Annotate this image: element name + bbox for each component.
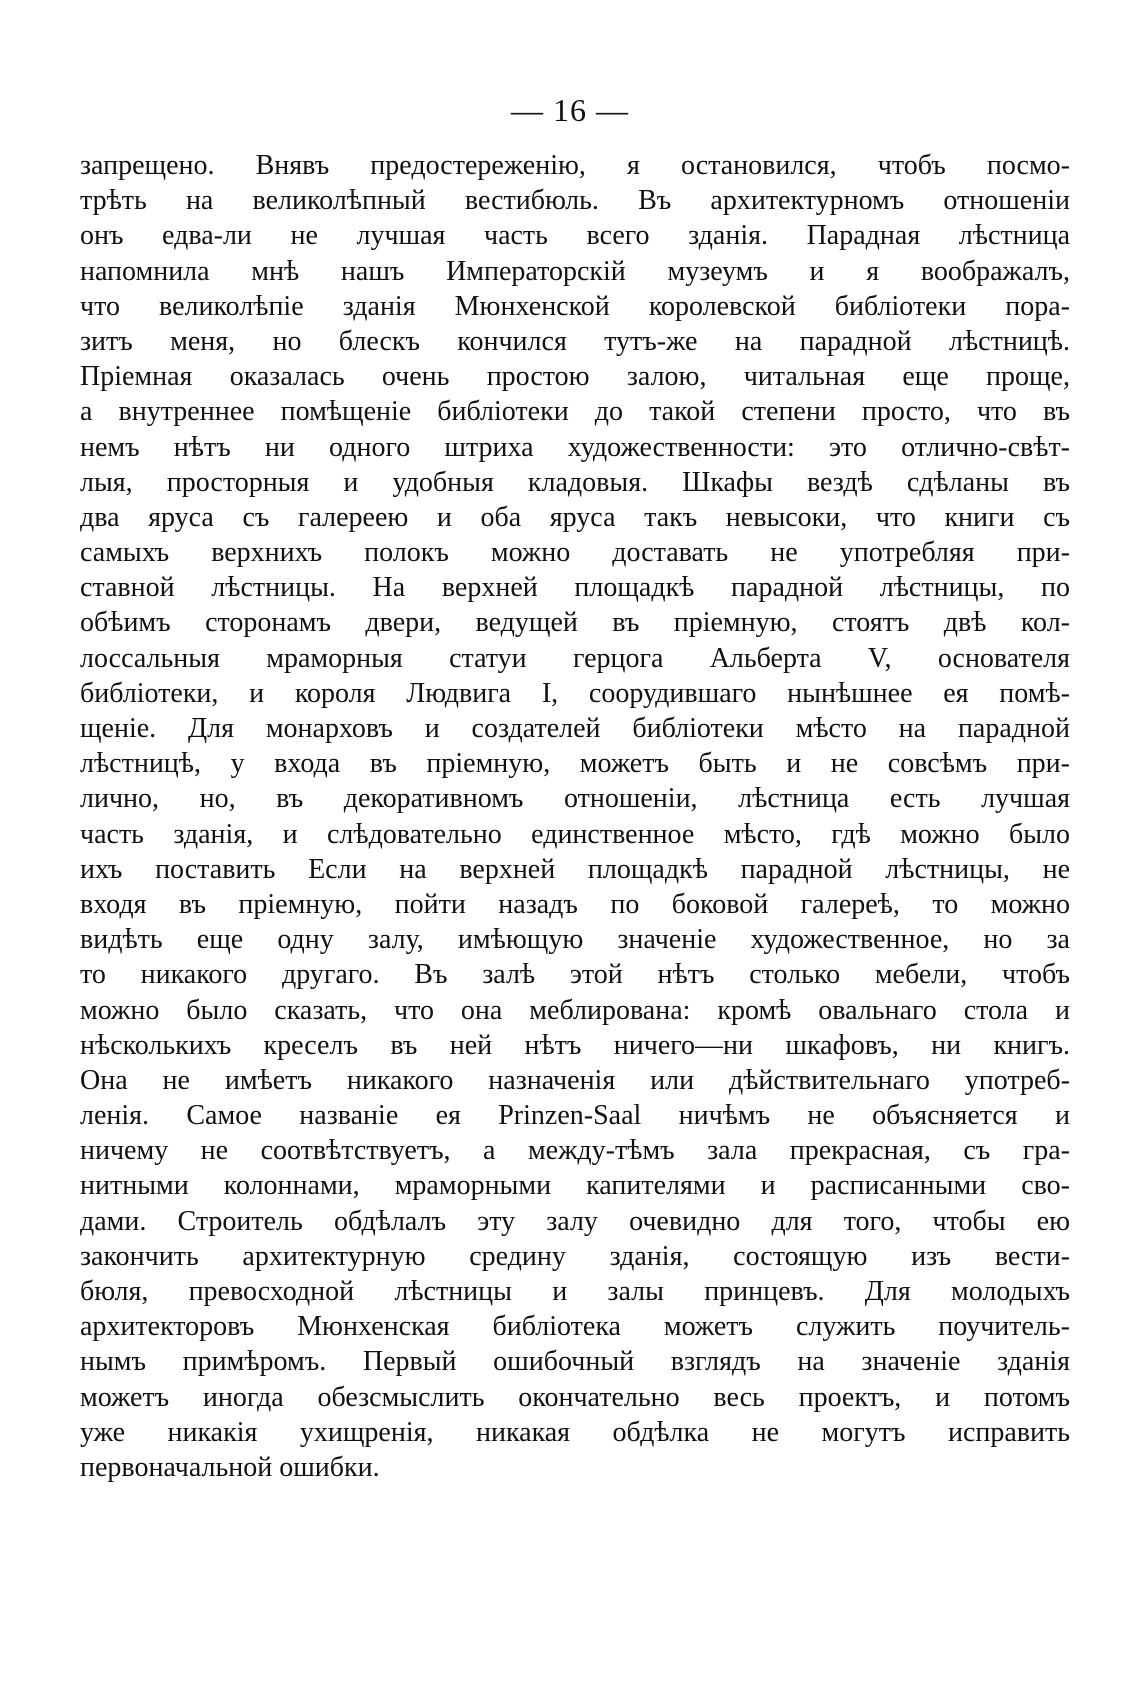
- text-line: можетъ иногда обезсмыслить окончательно весь проектъ, и потомъ: [80, 1381, 1070, 1413]
- text-line: бюля, превосходной лѣстницы и залы принцевъ. Для молодыхъ: [80, 1276, 1070, 1307]
- text-line: нитными колоннами, мраморными капителями и расписанными сво-: [80, 1170, 1070, 1202]
- text-line: нымъ примѣромъ. Первый ошибочный взглядъ на значеніе зданія: [80, 1346, 1070, 1378]
- text-line: можно было сказать, что она меблирована: кромѣ овальнаго стола и: [80, 994, 1070, 1026]
- text-line: дами. Строитель обдѣлалъ эту залу очевидно для того, чтобы ею: [80, 1205, 1070, 1237]
- text-line: нѣсколькихъ креселъ въ ней нѣтъ ничего—ни шкафовъ, ни книгъ.: [80, 1029, 1070, 1061]
- text-line: лыя, просторныя и удобныя кладовыя. Шкафы вездѣ сдѣланы въ: [80, 466, 1070, 498]
- page-number: — 16 —: [511, 92, 629, 128]
- text-line: Она не имѣетъ никакого назначенія или дѣйствительнаго употреб-: [80, 1064, 1070, 1096]
- text-line: ставной лѣстницы. На верхней площадкѣ парадной лѣстницы, по: [80, 572, 1070, 604]
- text-line: то никакого другаго. Въ залѣ этой нѣтъ столько мебели, чтобъ: [80, 959, 1070, 991]
- text-line: онъ едва-ли не лучшая часть всего зданія. Парадная лѣстница: [80, 220, 1070, 252]
- text-line: напомнила мнѣ нашъ Императорскій музеумъ и я воображалъ,: [80, 255, 1070, 287]
- text-line: входя въ пріемную, пойти назадъ по боковой галереѣ, то можно: [80, 888, 1070, 920]
- text-line: что великолѣпіе зданія Мюнхенской королевской библіотеки пора-: [80, 290, 1070, 322]
- text-line: часть зданія, и слѣдовательно единственное мѣсто, гдѣ можно было: [80, 818, 1070, 850]
- text-line: щеніе. Для монарховъ и создателей библіотеки мѣсто на парадной: [80, 713, 1070, 744]
- body-text: [80, 148, 1070, 1485]
- text-line: лоссальныя мраморныя статуи герцога Альберта V, основателя: [80, 642, 1070, 674]
- text-line: лѣстницѣ, у входа въ пріемную, можетъ быть и не совсѣмъ при-: [80, 748, 1070, 780]
- text-line: библіотеки, и короля Людвига I, соорудившаго нынѣшнее ея помѣ-: [80, 677, 1070, 709]
- text-line: самыхъ верхнихъ полокъ можно доставать не употребляя при-: [80, 537, 1070, 569]
- text-line: ленія. Самое названіе ея Prinzen-Saal ничѣмъ не объясняется и: [80, 1100, 1070, 1132]
- text-line: трѣть на великолѣпный вестибюль. Въ архитектурномъ отношеніи: [80, 185, 1070, 217]
- text-line: лично, но, въ декоративномъ отношеніи, лѣстница есть лучшая: [80, 783, 1070, 815]
- text-line: зитъ меня, но блескъ кончился тутъ-же на парадной лѣстницѣ.: [80, 325, 1070, 357]
- text-line: ничему не соотвѣтствуетъ, а между-тѣмъ зала прекрасная, съ гра-: [80, 1135, 1070, 1167]
- text-line: немъ нѣтъ ни одного штриха художественности: это отлично-свѣт-: [80, 431, 1070, 463]
- text-line: закончить архитектурную средину зданія, состоящую изъ вести-: [80, 1240, 1070, 1272]
- text-line: два яруса съ галереею и оба яруса такъ невысоки, что книги съ: [80, 501, 1070, 533]
- text-line: запрещено. Внявъ предостереженію, я остановился, чтобъ посмо-: [80, 150, 1070, 181]
- text-line: Пріемная оказалась очень простою залою, читальная еще проще,: [80, 361, 1070, 393]
- text-line: уже никакія ухищренія, никакая обдѣлка не могутъ исправить: [80, 1416, 1070, 1448]
- text-line: ихъ поставить Если на верхней площадкѣ парадной лѣстницы, не: [80, 853, 1070, 885]
- text-line: первоначальной ошибки.: [80, 1451, 380, 1483]
- text-line: а внутреннее помѣщеніе библіотеки до такой степени просто, что въ: [80, 396, 1070, 428]
- text-line: архитекторовъ Мюнхенская библіотека можетъ служить поучитель-: [80, 1311, 1070, 1343]
- text-line: видѣть еще одну залу, имѣющую значеніе художественное, но за: [80, 924, 1070, 956]
- text-line: обѣимъ сторонамъ двери, ведущей въ пріемную, стоятъ двѣ кол-: [80, 607, 1070, 639]
